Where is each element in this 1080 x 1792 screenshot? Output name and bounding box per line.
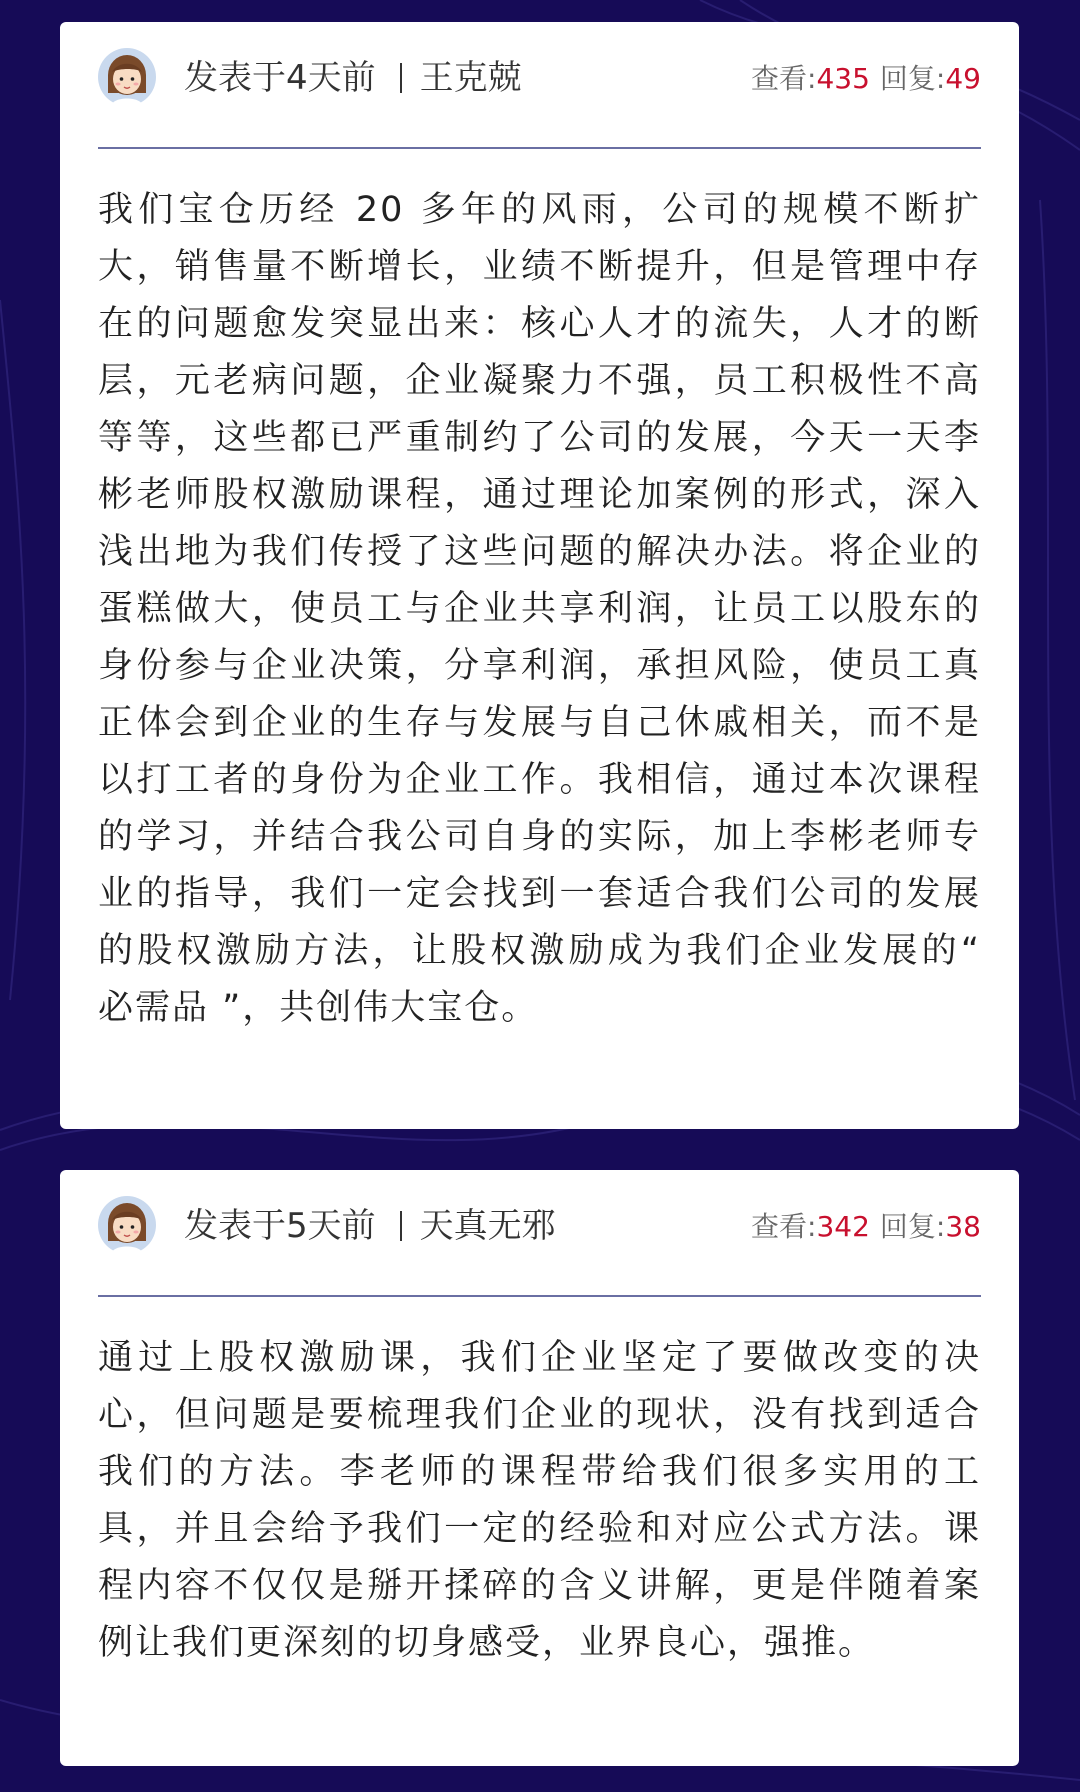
post-stats <box>751 62 981 96</box>
views-count: 435 <box>816 62 870 95</box>
author-name[interactable]: 天真无邪 <box>419 1206 556 1246</box>
header-divider <box>98 147 981 149</box>
post-meta <box>184 1206 556 1246</box>
replies-label: 回复: <box>879 62 946 95</box>
replies-label: 回复: <box>879 1210 946 1243</box>
girl-avatar-icon[interactable] <box>98 1196 156 1254</box>
post-card <box>60 1170 1019 1766</box>
post-meta <box>184 58 522 98</box>
replies-count: 49 <box>945 62 981 95</box>
views-label: 查看: <box>751 1210 817 1243</box>
post-header <box>98 1196 981 1264</box>
post-stats <box>751 1210 981 1244</box>
replies-count: 38 <box>945 1210 981 1243</box>
post-content: 通过上股权激励课，我们企业坚定了要做改变的决心，但问题是要梳理我们企业的现状，没有找到适合我们的方法。李老师的课程带给我们很多实用的工具，并且会给予我们一定的经验和对应公式方法。课程内容不仅仅是掰开揉碎的含义讲解，更是伴随着案例让我们更深刻的切身感受，业界良心，强推。 <box>98 1338 981 1663</box>
post-time: 发表于5天前 <box>184 1206 376 1246</box>
views-label: 查看: <box>751 62 817 95</box>
post-card <box>60 22 1019 1129</box>
meta-separator <box>400 1211 402 1241</box>
girl-avatar-icon[interactable] <box>98 48 156 106</box>
meta-separator <box>400 63 402 93</box>
header-divider <box>98 1295 981 1297</box>
views-count: 342 <box>816 1210 870 1243</box>
post-time: 发表于4天前 <box>184 58 376 98</box>
author-name[interactable]: 王克兢 <box>419 58 522 98</box>
post-content: 我们宝仓历经 20 多年的风雨，公司的规模不断扩大，销售量不断增长，业绩不断提升，但是管理中存在的问题愈发突显出来：核心人才的流失，人才的断层，元老病问题，企业凝聚力不强，员工积极性不高等等，这些都已严重制约了公司的发展，今天一天李彬老师股权激励课程，通过理论加案例的形式，深入浅出地为我们传授了这些问题的解决办法。将企业的蛋糕做大，使员工与企业共享利润，让员工以股东的身份参与企业决策，分享利润，承担风险，使员工真正体会到企业的生存与发展与自己休戚相关，而不是以打工者的身份为企业工作。我相信，通过本次课程的学习，并结合我公司自身的实际，加上李彬老师专业的指导，我们一定会找到一套适合我们公司的发展的股权激励方法，让股权激励成为我们企业发展的“ 必需品 ”，共创伟大宝仓。 <box>98 190 981 1028</box>
post-header <box>98 48 981 116</box>
